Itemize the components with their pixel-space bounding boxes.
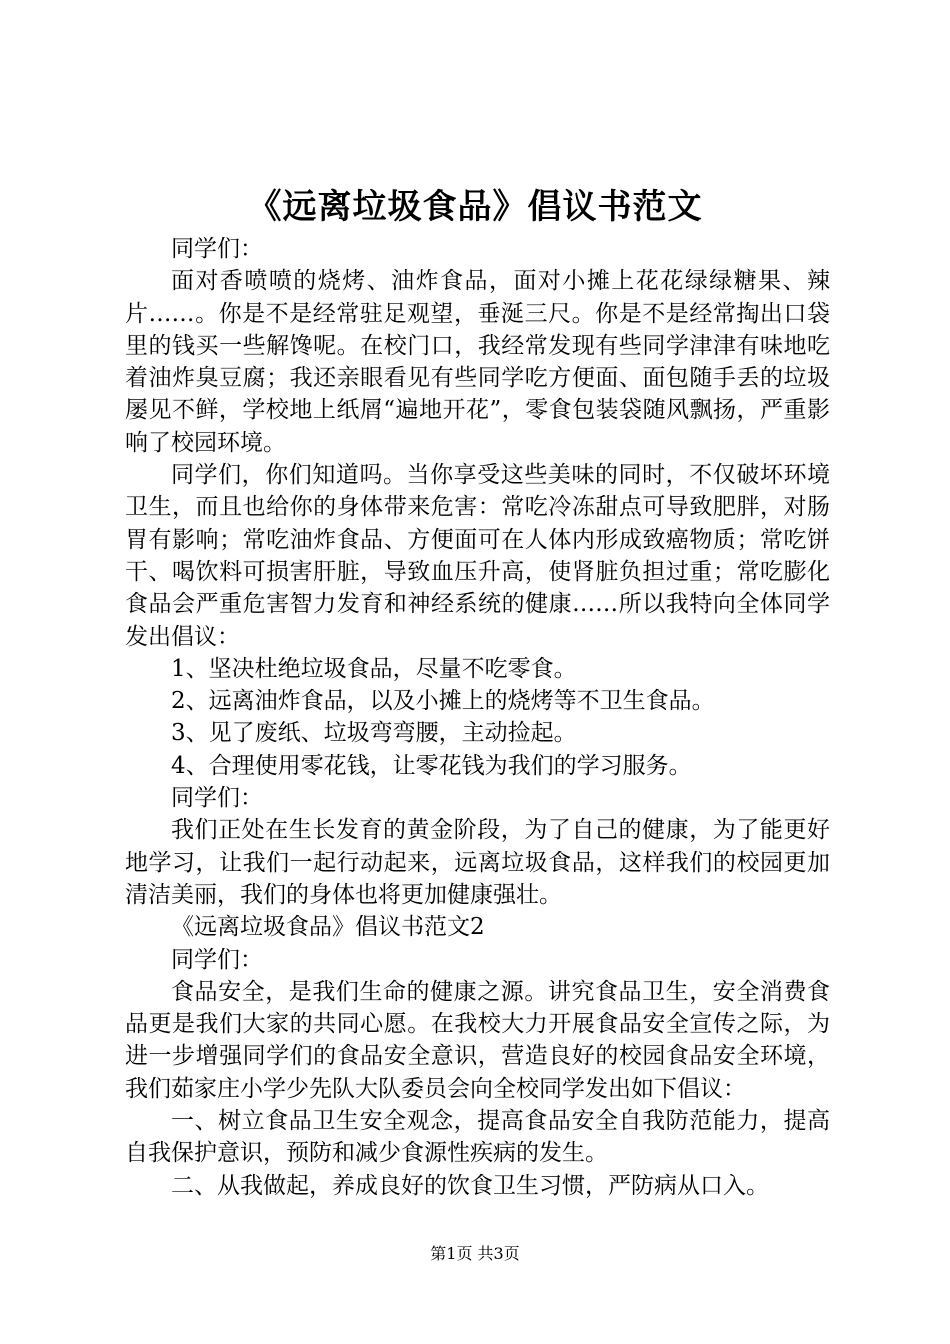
paragraph: 同学们： (171, 946, 263, 973)
list-item: 4、合理使用零花钱，让零花钱为我们的学习服务。 (171, 752, 692, 779)
paragraph: 一、树立食品卫生安全观念，提高食品安全自我防范能力，提高自我保护意识，预防和减少食源性疾病的发生。 (125, 1108, 830, 1167)
list-item: 1、坚决杜绝垃圾食品，尽量不吃零食。 (171, 655, 577, 682)
page-footer: 第1页 共3页 (430, 1244, 520, 1263)
paragraph: 同学们： (171, 236, 263, 262)
paragraph: 面对香喷喷的烧烤、油炸食品，面对小摊上花花绿绿糖果、辣片……。你是不是经常驻足观望，垂涎三尺。你是不是经常掏出口袋里的钱买一些解馋呢。在校门口，我经常发现有些同学津津有味地吃着油炸臭豆腐；我还亲眼看见有些同学吃方便面、面包随手丢的垃圾屡见不鲜，学校地上纸屑“遍地开花”，零食包装袋随风飘扬，严重影响了校园环境。 (125, 268, 830, 456)
paragraph: 食品安全，是我们生命的健康之源。讲究食品卫生，安全消费食品更是我们大家的共同心愿。在我校大力开展食品安全宣传之际，为进一步增强同学们的食品安全意识，营造良好的校园食品安全环境，我们茹家庄小学少先队大队委员会向全校同学发出如下倡议： (125, 978, 830, 1102)
paragraph: 二、从我做起，养成良好的饮食卫生习惯，严防病从口入。 (171, 1172, 769, 1199)
section-heading: 《远离垃圾食品》倡议书范文2 (171, 914, 485, 941)
list-item: 3、见了废纸、垃圾弯弯腰，主动捡起。 (171, 720, 577, 747)
document-body (125, 233, 830, 1202)
list-item: 2、远离油炸食品，以及小摊上的烧烤等不卫生食品。 (171, 688, 715, 715)
document-title: 《远离垃圾食品》倡议书范文 (247, 187, 703, 227)
paragraph: 我们正处在生长发育的黄金阶段，为了自己的健康，为了能更好地学习，让我们一起行动起来，远离垃圾食品，这样我们的校园更加清洁美丽，我们的身体也将更加健康强壮。 (125, 817, 830, 908)
paragraph: 同学们，你们知道吗。当你享受这些美味的同时，不仅破坏环境卫生，而且也给你的身体带来危害：常吃冷冻甜点可导致肥胖，对肠胃有影响；常吃油炸食品、方便面可在人体内形成致癌物质；常吃饼干、喝饮料可损害肝脏，导致血压升高，使肾脏负担过重；常吃膨化食品会严重危害智力发育和神经系统的健康……所以我特向全体同学发出倡议： (125, 462, 830, 650)
paragraph: 同学们： (171, 785, 263, 812)
